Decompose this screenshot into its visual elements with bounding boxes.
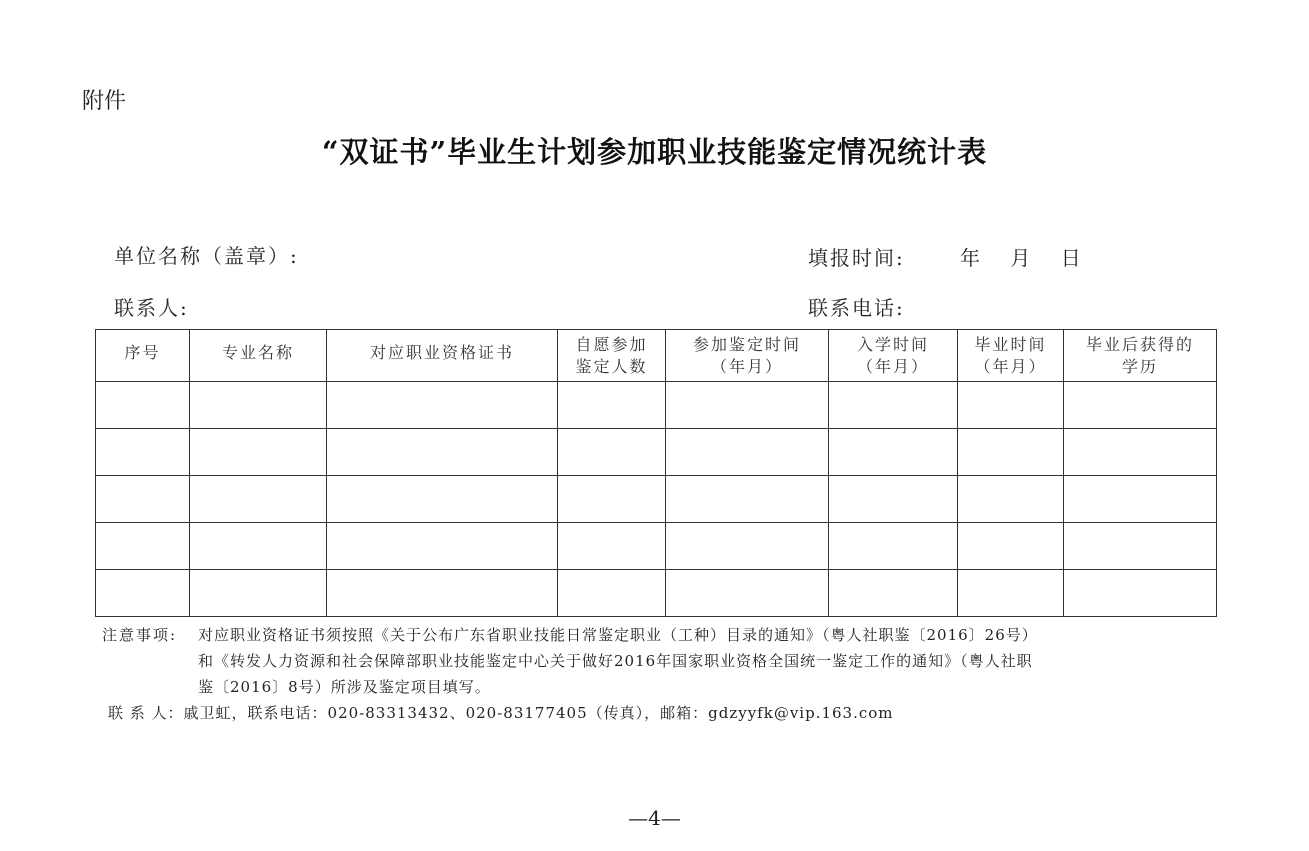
notes-line-1: 对应职业资格证书须按照《关于公布广东省职业技能日常鉴定职业（工种）目录的通知》（粤人社职鉴〔2016〕26号） [198, 626, 1038, 644]
table-cell[interactable] [558, 382, 666, 429]
table-cell[interactable] [327, 570, 558, 617]
table-cell[interactable] [327, 476, 558, 523]
document-title: “双证书”毕业生计划参加职业技能鉴定情况统计表 [321, 135, 988, 169]
column-header-text: 对应职业资格证书 [369, 343, 514, 362]
notes-label: 注意事项: [102, 626, 178, 644]
table-cell[interactable] [666, 382, 829, 429]
column-header-text: 毕业后获得的 [1085, 335, 1194, 354]
table-row [96, 476, 1217, 523]
table-cell[interactable] [958, 570, 1064, 617]
table-cell[interactable] [190, 523, 327, 570]
notes-line-2: 和《转发人力资源和社会保障部职业技能鉴定中心关于做好2016年国家职业资格全国统一鉴定工作的通知》（粤人社职 [198, 652, 1033, 670]
table-cell[interactable] [958, 476, 1064, 523]
table-cell[interactable] [666, 523, 829, 570]
table-cell[interactable] [829, 523, 958, 570]
table-cell[interactable] [958, 429, 1064, 476]
unit-name-label: 单位名称（盖章）: [114, 244, 299, 268]
column-header-text: 自愿参加 [575, 335, 648, 354]
table-cell[interactable] [666, 476, 829, 523]
table-cell[interactable] [1064, 570, 1217, 617]
column-header [829, 330, 958, 382]
attachment-label: 附件 [82, 89, 127, 114]
day-label: 日 [1060, 246, 1083, 270]
fill-date-parts [960, 242, 1103, 271]
table-cell[interactable] [829, 570, 958, 617]
table-cell[interactable] [96, 570, 190, 617]
table-cell[interactable] [190, 429, 327, 476]
column-header [958, 330, 1064, 382]
column-header [190, 330, 327, 382]
column-header-text: 参加鉴定时间 [692, 335, 801, 354]
table-cell[interactable] [96, 429, 190, 476]
table-cell[interactable] [1064, 523, 1217, 570]
column-header-text: 毕业时间 [974, 335, 1047, 354]
page-number: —4— [628, 806, 681, 830]
table-cell[interactable] [1064, 476, 1217, 523]
table-cell[interactable] [829, 429, 958, 476]
contact-info-line: 联 系 人：戚卫虹，联系电话：020-83313432、020-83177405（传真），邮箱：gdzyyfk@vip.163.com [108, 704, 894, 722]
column-header [96, 330, 190, 382]
table-cell[interactable] [190, 476, 327, 523]
column-header-text: （年月） [974, 357, 1047, 376]
column-header-text: 鉴定人数 [575, 357, 648, 376]
table-cell[interactable] [327, 429, 558, 476]
table-body [96, 382, 1217, 617]
year-label: 年 [960, 246, 982, 270]
column-header-text: （年月） [856, 357, 929, 376]
table-cell[interactable] [327, 382, 558, 429]
column-header-text: 学历 [1121, 357, 1158, 376]
table-cell[interactable] [1064, 429, 1217, 476]
column-header-text: 入学时间 [856, 335, 929, 354]
table-cell[interactable] [558, 476, 666, 523]
table-cell[interactable] [1064, 382, 1217, 429]
table-cell[interactable] [829, 382, 958, 429]
column-header [327, 330, 558, 382]
column-header [558, 330, 666, 382]
table-cell[interactable] [666, 570, 829, 617]
table-cell[interactable] [558, 523, 666, 570]
notes-line-3: 鉴〔2016〕8号）所涉及鉴定项目填写。 [198, 678, 491, 696]
table-row [96, 523, 1217, 570]
table-row [96, 382, 1217, 429]
table-cell[interactable] [190, 570, 327, 617]
contact-phone-label: 联系电话: [808, 296, 905, 320]
table-header-row [96, 330, 1217, 382]
table-cell[interactable] [327, 523, 558, 570]
statistics-table [95, 329, 1217, 617]
table-cell[interactable] [958, 382, 1064, 429]
table-cell[interactable] [96, 382, 190, 429]
table-row [96, 570, 1217, 617]
table-cell[interactable] [958, 523, 1064, 570]
table-cell[interactable] [558, 570, 666, 617]
column-header-text: 序号 [124, 343, 161, 362]
table-row [96, 429, 1217, 476]
month-label: 月 [1010, 246, 1033, 270]
table-cell[interactable] [829, 476, 958, 523]
table-cell[interactable] [96, 523, 190, 570]
contact-person-label: 联系人: [114, 296, 189, 320]
column-header [666, 330, 829, 382]
column-header-text: 专业名称 [221, 343, 294, 362]
fill-date-label: 填报时间: [808, 246, 905, 270]
table-cell[interactable] [558, 429, 666, 476]
table-cell[interactable] [190, 382, 327, 429]
table-cell[interactable] [666, 429, 829, 476]
column-header [1064, 330, 1217, 382]
column-header-text: （年月） [710, 357, 783, 376]
table-cell[interactable] [96, 476, 190, 523]
